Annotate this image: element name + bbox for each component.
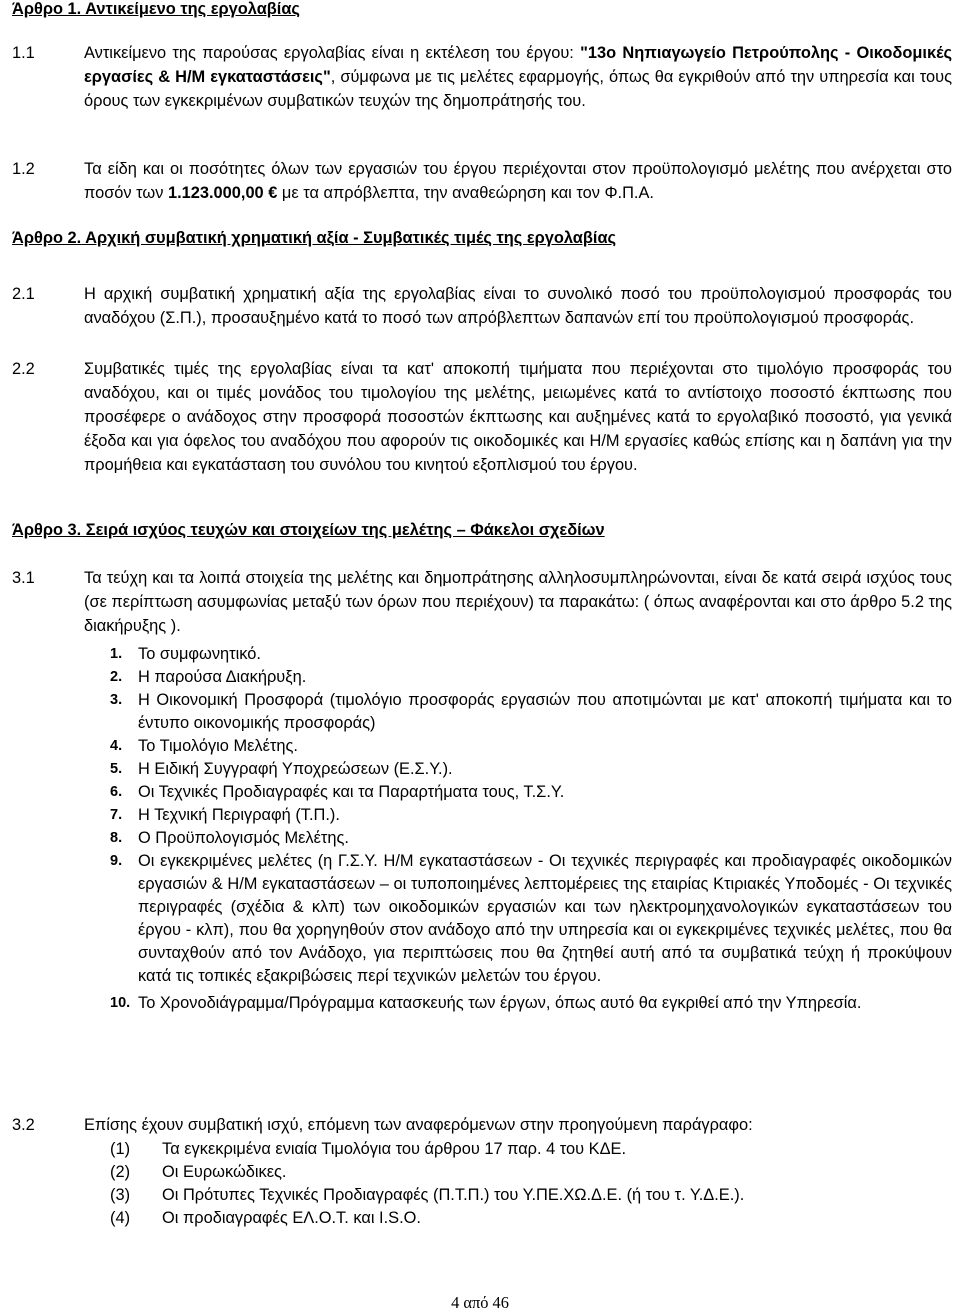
article-2-label: Άρθρο 2.: [12, 229, 82, 247]
list-item-number: 1.: [110, 646, 123, 662]
article-2-heading: [12, 227, 616, 249]
list-item: [110, 827, 952, 850]
list-item: [110, 1138, 952, 1161]
paragraph-body: Η αρχική συμβατική χρηματική αξία της εργολαβίας είναι το συνολικό ποσό του προϋπολογισμού προσφοράς του αναδόχου (Σ.Π.), προσαυξημένο κατά το ποσό των απρόβλεπτων δαπανών επί του προϋπολογισμού προσφοράς.: [84, 285, 952, 327]
list-item-text: Ο Προϋπολογισμός Μελέτης.: [138, 829, 349, 847]
paragraph-number: 1.2: [12, 160, 35, 178]
list-item-number: (3): [110, 1186, 131, 1204]
page-number: 4 από 46: [451, 1293, 509, 1312]
paragraph-body: [84, 41, 952, 113]
article-3-title: Σειρά ισχύος τευχών και στοιχείων της μελέτης – Φάκελοι σχεδίων: [81, 521, 605, 539]
paragraph-2-2: [12, 357, 952, 477]
paragraph-body: Συμβατικές τιμές της εργολαβίας είναι τα κατ' αποκοπή τιμήματα που περιέχονται στο τιμολόγιο προσφοράς του αναδόχου, και οι τιμές μονάδος του τιμολογίου της μελέτης, μειωμένες κατά το αντίστοιχο ποσοστό έκπτωσης που προσέφερε ο ανάδοχος στην προσφορά ποσοστών έκπτωσης και αυξημένες κατά το εργολαβικό ποσοστό, για γενικά έξοδα και για όφελος του αναδόχου που αφορούν τις οικοδομικές και Η/Μ εργασίες καθώς επίσης και η δαπάνη για την προμήθεια και εγκατάσταση του συνόλου του κινητού εξοπλισμού του έργου.: [84, 360, 952, 474]
list-item-number: 7.: [110, 807, 123, 823]
list-item-text: Η παρούσα Διακήρυξη.: [138, 668, 307, 686]
list-item-text: Οι Πρότυπες Τεχνικές Προδιαγραφές (Π.Τ.Π.) του Υ.ΠΕ.ΧΩ.Δ.Ε. (ή του τ. Υ.Δ.Ε.).: [162, 1186, 745, 1204]
paragraph-number: 3.1: [12, 569, 35, 587]
paragraph-number: 1.1: [12, 44, 35, 62]
list-item-text: Η Οικονομική Προσφορά (τιμολόγιο προσφοράς εργασιών που αποτιμώνται με κατ' αποκοπή τιμήματα και το έντυπο οικονομικής προσφοράς): [138, 691, 952, 732]
list-item-text: Οι εγκεκριμένες μελέτες (η Γ.Σ.Υ. Η/Μ εγκαταστάσεων - Οι τεχνικές περιγραφές και προδιαγραφές οικοδομικών εργασιών & Η/Μ εγκαταστάσεων – οι τυποποιημένες λεπτομέρειες της εταιρίας Κτιριακές Υποδομές - Οι τεχνικές περιγραφές (σχέδια & κλπ) των οικοδομικών εργασιών και των ηλεκτρομηχανολογικών εγκαταστάσεων του έργου - κλπ), που θα χορηγηθούν στον ανάδοχο από την υπηρεσία και οι εγκεκριμένες τεχνικές μελέτες, που θα συνταχθούν από τον Ανάδοχο, για περιπτώσεις που θα ζητηθεί αυτή από τα συμβατικά τεύχη ή προκύψουν κατά τις τοπικές εξακριβώσεις περί τεχνικών μελετών του έργου.: [138, 852, 952, 985]
paragraph-number: 2.2: [12, 360, 35, 378]
paragraph-body: [84, 157, 952, 205]
list-item: [110, 1161, 952, 1184]
paragraph-body: Τα τεύχη και τα λοιπά στοιχεία της μελέτης και δημοπράτησης αλληλοσυμπληρώνονται, είναι δε κατά σειρά ισχύος τους (σε περίπτωση ασυμφωνίας μεταξύ των όρων που περιέχουν) τα παρακάτω: ( όπως αναφέρονται και στο άρθρο 5.2 της διακήρυξης ).: [84, 569, 953, 635]
list-item: [110, 735, 952, 758]
paragraph-text: Τα είδη και οι ποσότητες όλων των εργασιών του έργου περιέχονται στον προϋπολογισμό μελέτης που ανέρχεται στο ποσόν των: [84, 160, 952, 202]
project-title: "13ο Νηπιαγωγείο Πετρούπολης - Οικοδομικές εργασίες & Η/Μ εγκαταστάσεις": [84, 44, 952, 86]
list-item-number: (1): [110, 1140, 131, 1158]
list-item-number: 5.: [110, 761, 123, 777]
list-item: [110, 804, 952, 827]
paragraph-text: με τα απρόβλεπτα, την αναθεώρηση και τον Φ.Π.Α.: [277, 184, 654, 202]
additional-documents-list: [110, 1138, 952, 1230]
paragraph-2-1: [12, 282, 952, 330]
article-3-label: Άρθρο 3.: [12, 521, 82, 539]
list-item-number: 10.: [110, 995, 131, 1011]
paragraph-1-2: [12, 157, 952, 205]
documents-priority-list: [110, 643, 952, 1015]
budget-amount: 1.123.000,00 €: [167, 184, 278, 202]
list-item: [110, 666, 952, 689]
article-3-heading: [12, 519, 605, 541]
list-item: [110, 781, 952, 804]
list-item-number: 9.: [110, 853, 123, 869]
list-item-number: 6.: [110, 784, 123, 800]
list-item-text: Οι προδιαγραφές ΕΛ.Ο.Τ. και I.S.O.: [162, 1209, 421, 1227]
list-item-text: Οι Τεχνικές Προδιαγραφές και τα Παραρτήματα τους, Τ.Σ.Υ.: [138, 783, 565, 801]
list-item: [110, 1184, 952, 1207]
paragraph-body: Επίσης έχουν συμβατική ισχύ, επόμενη των αναφερόμενων στην προηγούμενη παράγραφο:: [84, 1116, 753, 1134]
list-item-text: Το Χρονοδιάγραμμα/Πρόγραμμα κατασκευής των έργων, όπως αυτό θα εγκριθεί από την Υπηρεσία.: [138, 994, 862, 1012]
list-item-number: 3.: [110, 692, 123, 708]
list-item-number: 2.: [110, 669, 123, 685]
list-item-text: Η Τεχνική Περιγραφή (Τ.Π.).: [138, 806, 340, 824]
paragraph-3-1: [12, 566, 952, 638]
paragraph-text: Αντικείμενο της παρούσας εργολαβίας είναι η εκτέλεση του έργου:: [84, 44, 581, 62]
list-item-text: Τα εγκεκριμένα ενιαία Τιμολόγια του άρθρου 17 παρ. 4 του ΚΔΕ.: [162, 1140, 627, 1158]
list-item: [110, 689, 952, 735]
list-item-number: (4): [110, 1209, 131, 1227]
paragraph-number: 2.1: [12, 285, 35, 303]
list-item-text: Οι Ευρωκώδικες.: [162, 1163, 287, 1181]
list-item-number: 8.: [110, 830, 123, 846]
article-2-title: Αρχική συμβατική χρηματική αξία - Συμβατικές τιμές της εργολαβίας: [81, 229, 617, 247]
list-item-number: (2): [110, 1163, 131, 1181]
paragraph-number: 3.2: [12, 1116, 35, 1134]
list-item-text: Η Ειδική Συγγραφή Υποχρεώσεων (Ε.Σ.Υ.).: [138, 760, 453, 778]
list-item: [110, 992, 952, 1015]
list-item: [110, 850, 952, 988]
paragraph-3-2: [12, 1113, 952, 1137]
list-item-text: Το Τιμολόγιο Μελέτης.: [138, 737, 298, 755]
list-item: [110, 643, 952, 666]
paragraph-text: , σύμφωνα με τις μελέτες εφαρμογής, όπως θα εγκριθούν από την υπηρεσία και τους όρους των εγκεκριμένων συμβατικών τευχών της δημοπράτησής του.: [84, 68, 952, 110]
paragraph-1-1: [12, 41, 952, 113]
list-item: [110, 758, 952, 781]
article-1-heading: [12, 0, 300, 20]
list-item-number: 4.: [110, 738, 123, 754]
article-1-heading-text: Άρθρο 1. Αντικείμενο της εργολαβίας: [12, 0, 300, 18]
list-item-text: Το συμφωνητικό.: [138, 645, 261, 663]
list-item: [110, 1207, 952, 1230]
